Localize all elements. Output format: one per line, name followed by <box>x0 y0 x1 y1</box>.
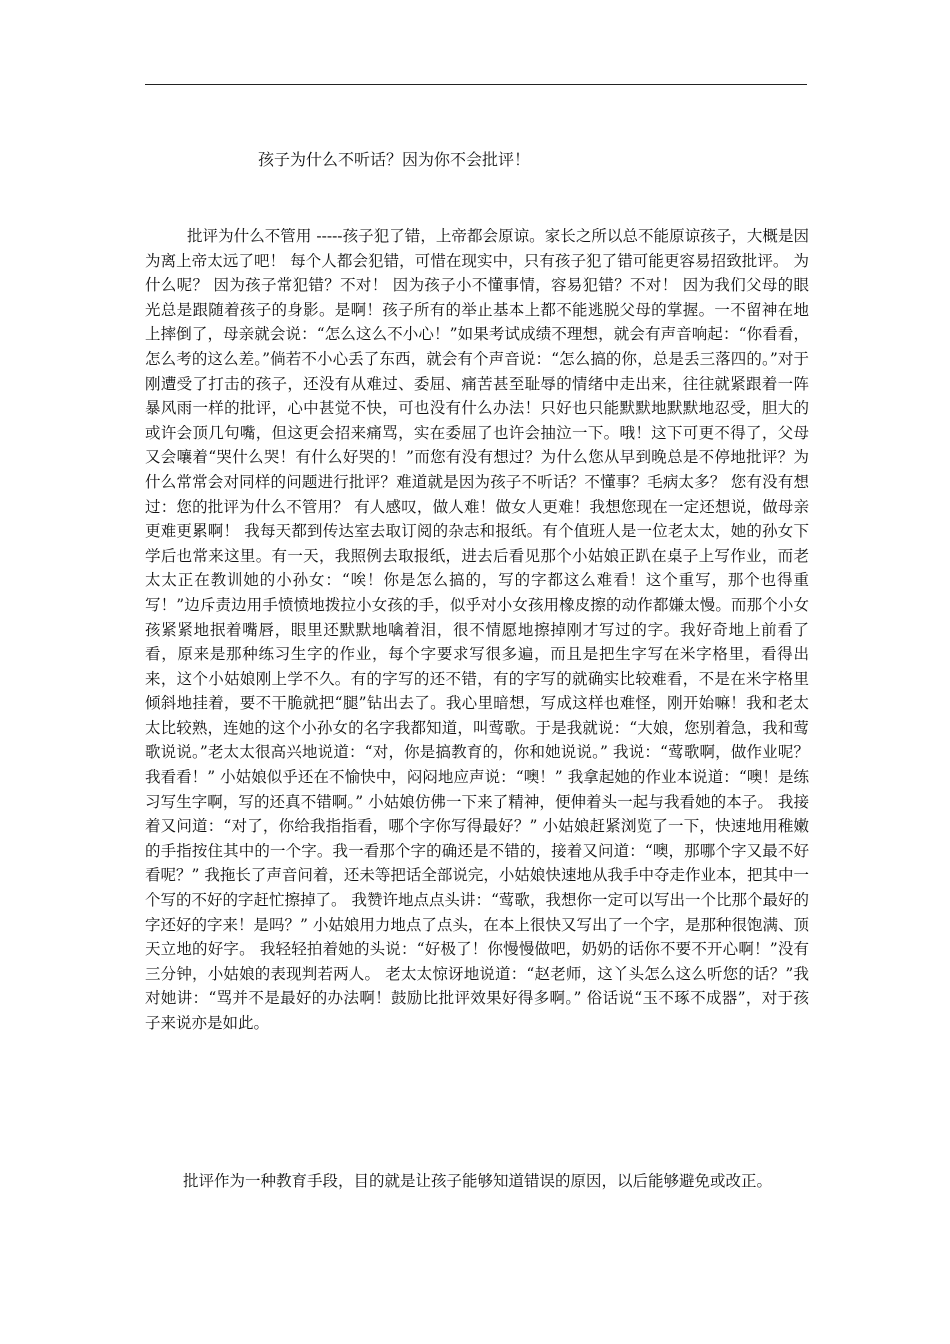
page-title: 孩子为什么不听话？因为你不会批评！ <box>258 150 531 169</box>
closing-paragraph: 批评作为一种教育手段，目的就是让孩子能够知道错误的原因，以后能够避免或改正。 <box>183 1172 773 1190</box>
header-rule <box>145 84 807 85</box>
body-paragraph: 批评为什么不管用 -----孩子犯了错，上帝都会原谅。家长之所以总不能原谅孩子，大概是因为离上帝太远了吧！ 每个人都会犯错，可惜在现实中，只有孩子犯了错可能更容易招致批评。 为什么呢？ 因为孩子常犯错？不对！ 因为孩子小不懂事情，容易犯错？不对！ 因为我们父母的眼光总是跟随着孩子的身影。是啊！孩子所有的举止基本上都不能逃脱父母的掌握。一不留神在地上摔倒了，母亲就会说：“怎么这么不小心！”如果考试成绩不理想，就会有声音响起：“你看看，怎么考的这么差。”倘若不小心丢了东西，就会有个声音说：“怎么搞的你，总是丢三落四的。”对于刚遭受了打击的孩子，还没有从难过、委屈、痛苦甚至耻辱的情绪中走出来，往往就紧跟着一阵暴风雨一样的批评，心中甚觉不快，可也没有什么办法！只好也只能默默地默默地忍受，胆大的或许会顶几句嘴，但这更会招来痛骂，实在委屈了也许会抽泣一下。哦！这下可更不得了，父母又会嚷着“哭什么哭！有什么好哭的！”而您有没有想过？为什么您从早到晚总是不停地批评？为什么常常会对同样的问题进行批评？难道就是因为孩子不听话？不懂事？毛病太多？ 您有没有想过：您的批评为什么不管用？ 有人感叹，做人难！做女人更难！我想您现在一定还想说，做母亲更难更累啊！ 我每天都到传达室去取订阅的杂志和报纸。有个值班人是一位老太太，她的孙女下学后也常来这里。有一天，我照例去取报纸，进去后看见那个小姑娘正趴在桌子上写作业，而老太太正在教训她的小孙女：“唉！你是怎么搞的，写的字都这么难看！这个重写，那个也得重写！”边斥责边用手愤愤地拨拉小女孩的手，似乎对小女孩用橡皮擦的动作都嫌太慢。而那个小女孩紧紧地抿着嘴唇，眼里还默默地噙着泪，很不情愿地擦掉刚才写过的字。我好奇地上前看了看，原来是那种练习生字的作业，每个字要求写很多遍，而且是把生字写在米字格里，看得出来，这个小姑娘刚上学不久。有的字写的还不错，有的字写的就确实比较难看，不是在米字格里倾斜地挂着，要不干脆就把“腿”钻出去了。我心里暗想，写成这样也难怪，刚开始嘛！我和老太太比较熟，连她的这个小孙女的名字我都知道，叫莺歌。于是我就说：“大娘，您别着急，我和莺歌说说。”老太太很高兴地说道：“对，你是搞教育的，你和她说说。” 我说：“莺歌啊，做作业呢？我看看！” 小姑娘似乎还在不愉快中，闷闷地应声说：“噢！” 我拿起她的作业本说道：“噢！是练习写生字啊，写的还真不错啊。” 小姑娘仿佛一下来了精神，便伸着头一起与我看她的本子。 我接着又问道：“对了，你给我指指看，哪个字你写得最好？” 小姑娘赶紧浏览了一下，快速地用稚嫩的手指按住其中的一个字。我一看那个字的确还是不错的，接着又问道：“噢，那哪个字又最不好看呢？” 我拖长了声音问着，还未等把话全部说完，小姑娘快速地从我手中夺走作业本，把其中一个写的不好的字赶忙擦掉了。 我赞许地点点头讲：“莺歌，我想你一定可以写出一个比那个最好的字还好的字来！是吗？” 小姑娘用力地点了点头，在本上很快又写出了一个字，是那种很饱满、顶天立地的好字。 我轻轻拍着她的头说：“好极了！你慢慢做吧，奶奶的话你不要不开心啊！”没有三分钟，小姑娘的表现判若两人。 老太太惊讶地说道：“赵老师，这丫头怎么这么听您的话？”我对她讲：“骂并不是最好的办法啊！鼓励比批评效果好得多啊。” 俗话说“玉不琢不成器”，对于孩子来说亦是如此。 <box>145 227 809 1032</box>
